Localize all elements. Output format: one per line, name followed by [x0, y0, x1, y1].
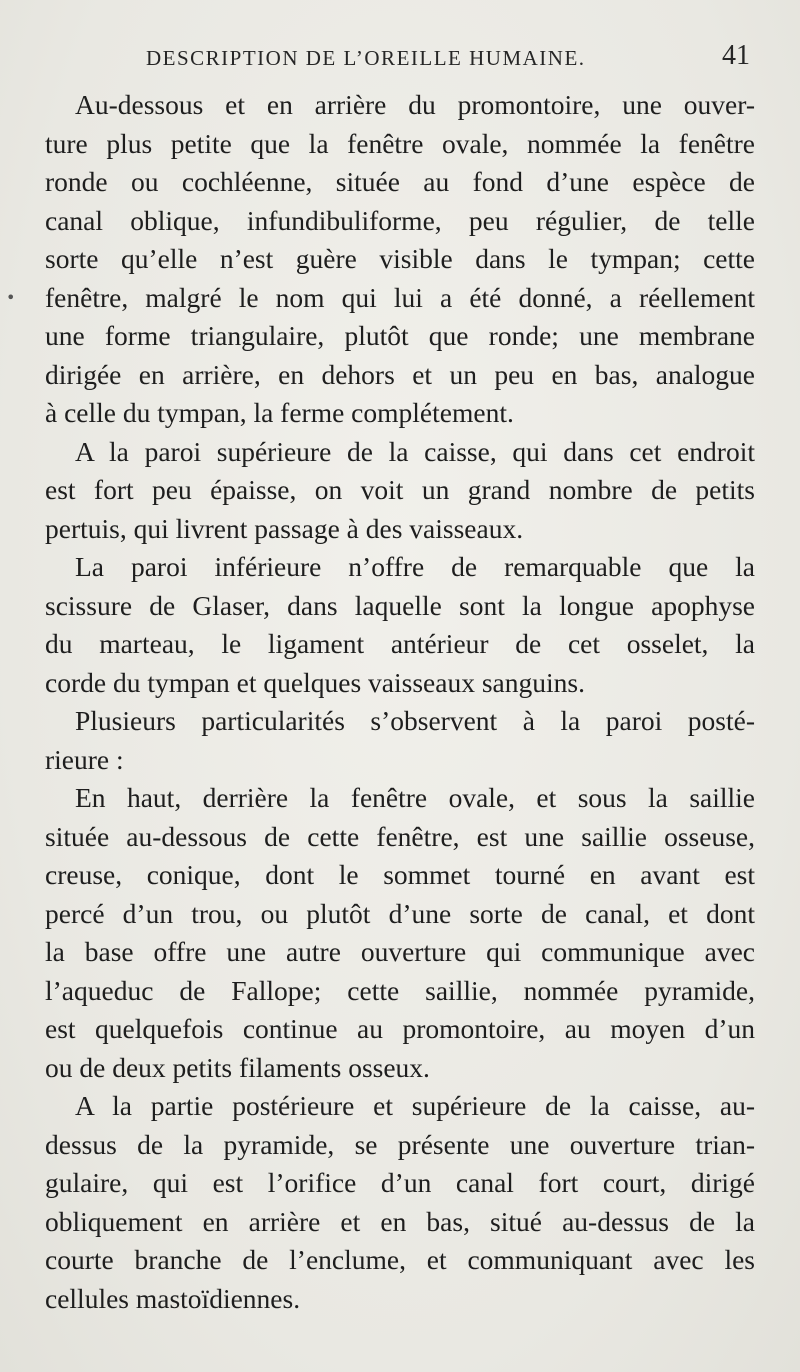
- paragraph: [45, 86, 755, 433]
- running-head: [146, 40, 750, 74]
- text-line: fenêtre, malgré le nom qui lui a été donné, a réellement: [45, 281, 755, 313]
- text-line: l’aqueduc de Fallope; cette saillie, nommée pyramide,: [45, 974, 755, 1006]
- paragraph: [45, 779, 755, 1087]
- text-line: La paroi inférieure n’offre de remarquable que la: [75, 551, 755, 582]
- running-head-title: DESCRIPTION DE L’OREILLE HUMAINE.: [146, 46, 586, 70]
- margin-mark: •: [6, 288, 16, 307]
- text-line: est fort peu épaisse, on voit un grand nombre de petits: [45, 474, 755, 505]
- text-line: corde du tympan et quelques vaisseaux sanguins.: [45, 666, 585, 698]
- text-line: sorte qu’elle n’est guère visible dans le tympan; cette: [45, 243, 755, 274]
- text-line: pertuis, qui livrent passage à des vaisseaux.: [45, 512, 524, 544]
- text-line: gulaire, qui est l’orifice d’un canal fort court, dirigé: [45, 1167, 755, 1198]
- page-number: 41: [722, 40, 750, 71]
- text-line: cellules mastoïdiennes.: [45, 1282, 301, 1314]
- paragraph: [45, 702, 755, 779]
- paragraph: [45, 548, 755, 702]
- text-line: A la paroi supérieure de la caisse, qui dans cet endroit: [75, 435, 755, 467]
- text-line: En haut, derrière la fenêtre ovale, et sous la saillie: [75, 782, 755, 813]
- text-line: ronde ou cochléenne, située au fond d’une espèce de: [45, 166, 755, 197]
- paragraph: [45, 1087, 755, 1318]
- text-line: dirigée en arrière, en dehors et un peu en bas, analogue: [45, 358, 755, 390]
- paragraph: [45, 433, 755, 549]
- text-line: Au-dessous et en arrière du promontoire, une ouver-: [75, 89, 755, 120]
- text-line: ou de deux petits filaments osseux.: [45, 1051, 430, 1083]
- text-line: percé d’un trou, ou plutôt d’une sorte de canal, et dont: [45, 897, 755, 929]
- text-line: du marteau, le ligament antérieur de cet osselet, la: [45, 628, 755, 659]
- text-line: la base offre une autre ouverture qui communique avec: [45, 936, 755, 967]
- text-line: située au-dessous de cette fenêtre, est une saillie osseuse,: [45, 820, 755, 852]
- text-line: A la partie postérieure et supérieure de la caisse, au-: [75, 1090, 755, 1121]
- text-line: est quelquefois continue au promontoire, au moyen d’un: [45, 1013, 755, 1044]
- text-line: ture plus petite que la fenêtre ovale, nommée la fenêtre: [45, 127, 755, 159]
- text-line: creuse, conique, dont le sommet tourné en avant est: [45, 859, 755, 890]
- text-line: courte branche de l’enclume, et communiquant avec les: [45, 1244, 755, 1275]
- text-line: scissure de Glaser, dans laquelle sont la longue apophyse: [45, 589, 755, 621]
- text-line: canal oblique, infundibuliforme, peu régulier, de telle: [45, 204, 755, 236]
- text-line: Plusieurs particularités s’observent à la paroi posté-: [75, 705, 755, 736]
- text-line: rieure :: [45, 743, 124, 775]
- text-line: dessus de la pyramide, se présente une ouverture trian-: [45, 1128, 755, 1160]
- body-text: [45, 86, 755, 1318]
- text-line: une forme triangulaire, plutôt que ronde; une membrane: [45, 320, 755, 351]
- text-line: obliquement en arrière et en bas, situé au-dessus de la: [45, 1205, 755, 1237]
- text-line: à celle du tympan, la ferme complétement.: [45, 397, 514, 428]
